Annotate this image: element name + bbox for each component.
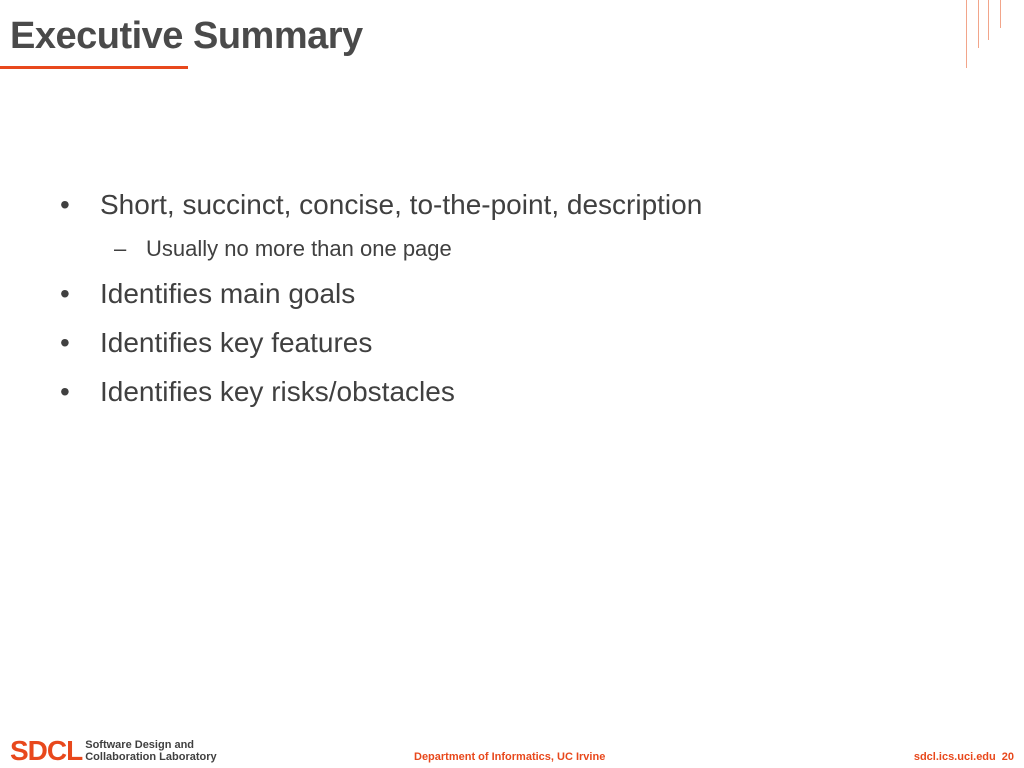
decor-line bbox=[1000, 0, 1001, 28]
footer-site: sdcl.ics.uci.edu bbox=[913, 751, 996, 763]
title-underline bbox=[0, 66, 188, 69]
logo-mark: SDCL bbox=[10, 735, 83, 766]
page-number: 20 bbox=[1001, 751, 1014, 763]
bullet-item bbox=[58, 318, 998, 367]
decor-line bbox=[978, 0, 979, 48]
sdcl-logo bbox=[10, 735, 217, 767]
bullet-marker: • bbox=[60, 278, 70, 309]
footer-department: Department of Informatics, UC Irvine bbox=[414, 751, 606, 763]
bullet-text: Short, succinct, concise, to-the-point, description bbox=[100, 189, 703, 220]
logo-line-1: Software Design and bbox=[85, 739, 195, 751]
bullet-item bbox=[58, 180, 998, 229]
decor-line bbox=[966, 0, 967, 68]
logo-line-2: Collaboration Laboratory bbox=[85, 751, 217, 763]
sub-bullet-text: Usually no more than one page bbox=[146, 236, 452, 261]
bullet-text: Identifies main goals bbox=[100, 278, 356, 309]
bullet-item bbox=[58, 269, 998, 318]
bullet-text: Identifies key features bbox=[100, 327, 373, 358]
bullet-marker: • bbox=[60, 189, 70, 220]
bullet-marker: • bbox=[60, 327, 70, 358]
bullet-text: Identifies key risks/obstacles bbox=[100, 376, 455, 407]
decor-line bbox=[988, 0, 989, 40]
footer-right bbox=[914, 750, 1014, 764]
sub-bullet-item bbox=[58, 229, 998, 269]
slide-title: Executive Summary bbox=[10, 15, 363, 57]
bullet-marker: • bbox=[60, 376, 70, 407]
vertical-lines-decoration-icon bbox=[960, 0, 1024, 72]
logo-text bbox=[85, 739, 216, 763]
sub-bullet-marker: – bbox=[114, 236, 127, 261]
bullet-item bbox=[58, 367, 998, 416]
bullet-list bbox=[58, 180, 998, 416]
